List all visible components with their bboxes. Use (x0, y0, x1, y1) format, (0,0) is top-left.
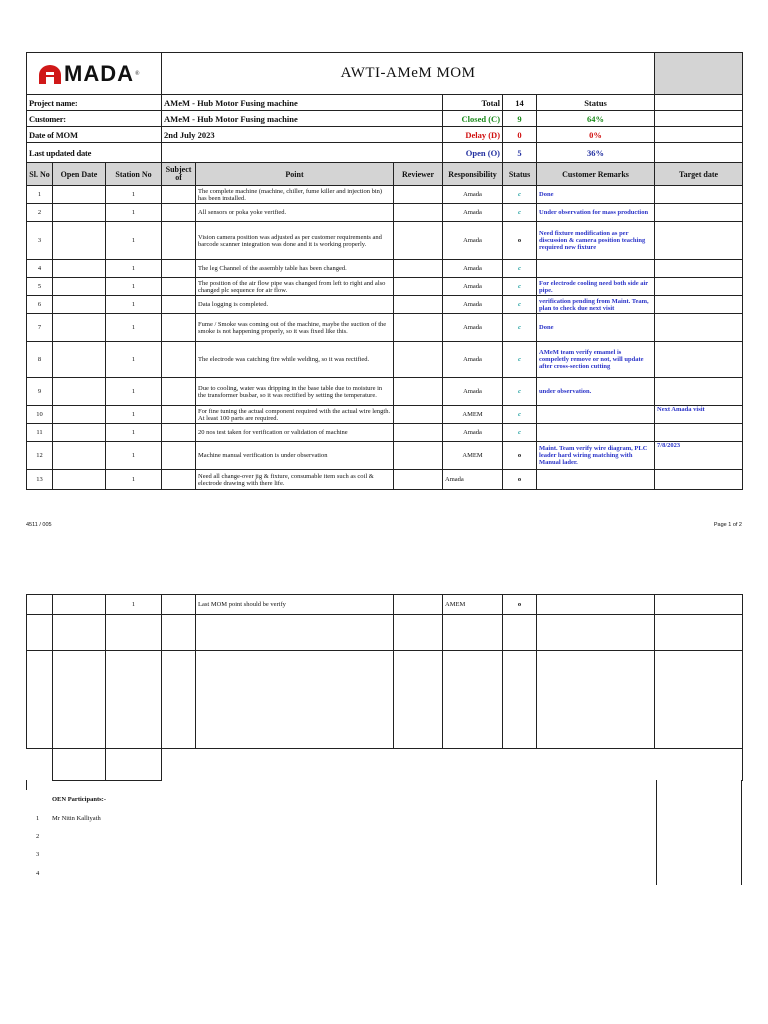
updated-label: Last updated date (27, 143, 162, 163)
closed-value: 9 (503, 111, 537, 127)
cell-station-no: 1 (106, 296, 162, 314)
cell-responsibility: Amada (443, 296, 503, 314)
cell-point: Fume / Smoke was coming out of the machine, maybe the suction of the smoke is not happening properly, so it was fixed like this. (196, 314, 394, 342)
cell-station-no: 1 (106, 186, 162, 204)
cell-reviewer (394, 186, 443, 204)
cell-subject (162, 278, 196, 296)
cell-customer-remarks: Done (537, 186, 655, 204)
cell-station-no: 1 (106, 442, 162, 470)
cell-responsibility: Amada (443, 186, 503, 204)
cell-customer-remarks: AMeM team verify emamel is compeletly remove or not, will update after cross-section cutting (537, 342, 655, 378)
table-row (27, 406, 743, 424)
cell-station-no: 1 (106, 314, 162, 342)
cell-point: 20 nos test taken for verification or validation of machine (196, 424, 394, 442)
cell-responsibility: AMEM (443, 595, 503, 615)
date-value: 2nd July 2023 (162, 127, 443, 143)
updated-value (162, 143, 443, 163)
cell-point: For fine tuning the actual component required with the actual wire length. At least 100 parts are required. (196, 406, 394, 424)
status-header: Status (537, 95, 655, 111)
cell-open-date (53, 296, 106, 314)
cell-target-date (655, 260, 743, 278)
date-label: Date of MOM (27, 127, 162, 143)
participant-item: 3 (36, 851, 40, 858)
open-percent: 36% (537, 143, 655, 163)
open-label: Open (O) (443, 143, 503, 163)
cell-responsibility: Amada (443, 424, 503, 442)
mom-sheet (26, 52, 742, 490)
participant-item: 4 (36, 870, 40, 877)
table-row (27, 749, 743, 781)
cell-sl-no: 11 (27, 424, 53, 442)
cell-status: o (503, 442, 537, 470)
cell-subject (162, 314, 196, 342)
cell-reviewer (394, 314, 443, 342)
cell-open-date (53, 186, 106, 204)
cell-reviewer (394, 342, 443, 378)
cell-customer-remarks: Under observation for mass production (537, 204, 655, 222)
cell (162, 595, 196, 615)
cell-point: Machine manual verification is under observation (196, 442, 394, 470)
amada-logo (29, 53, 159, 94)
cell-sl-no: 5 (27, 278, 53, 296)
cell-subject (162, 296, 196, 314)
col-open-date: Open Date (53, 163, 106, 186)
cell-status: c (503, 260, 537, 278)
table-row (27, 342, 743, 378)
cell (394, 595, 443, 615)
cell-target-date (655, 186, 743, 204)
cell-subject (162, 204, 196, 222)
column-header-row (27, 163, 743, 186)
cell-open-date (53, 406, 106, 424)
cell-open-date (53, 278, 106, 296)
cell-reviewer (394, 204, 443, 222)
customer-value: AMeM - Hub Motor Fusing machine (162, 111, 443, 127)
table-row (27, 278, 743, 296)
col-reviewer: Reviewer (394, 163, 443, 186)
cell-station-no: 1 (106, 470, 162, 490)
table-row (27, 424, 743, 442)
cell-point: All sensors or poka yoke verified. (196, 204, 394, 222)
cell-customer-remarks (537, 470, 655, 490)
cell-sl-no: 3 (27, 222, 53, 260)
title-filler-cell (655, 53, 743, 95)
cell-customer-remarks: Maint. Team verify wire diagram, PLC leader hard wiring matching with Manual lader. (537, 442, 655, 470)
cell-sl-no: 12 (27, 442, 53, 470)
cell-subject (162, 222, 196, 260)
cell-open-date (53, 204, 106, 222)
cell-point: Data logging is completed. (196, 296, 394, 314)
info-empty-cell (655, 127, 743, 143)
cell-status: c (503, 278, 537, 296)
cell-responsibility: Amada (443, 314, 503, 342)
cell (537, 595, 655, 615)
cell-sl-no: 10 (27, 406, 53, 424)
cell-customer-remarks: Need fixture modification as per discussion & camera position teaching required new fixture (537, 222, 655, 260)
cell-sl-no: 9 (27, 378, 53, 406)
open-value: 5 (503, 143, 537, 163)
cell-open-date (53, 378, 106, 406)
cell-subject (162, 186, 196, 204)
cell-customer-remarks: For electrode cooling need both side air pipe. (537, 278, 655, 296)
mom-table-page2 (26, 594, 743, 781)
table-row (27, 615, 743, 651)
cell-status: c (503, 204, 537, 222)
cell-subject (162, 424, 196, 442)
cell-status: o (503, 222, 537, 260)
cell-responsibility: Amada (443, 204, 503, 222)
cell-open-date (53, 260, 106, 278)
col-subject: Subject of (162, 163, 196, 186)
cell-open-date (53, 314, 106, 342)
cell-target-date: 7/8/2023 (655, 442, 743, 470)
cell-open-date (53, 424, 106, 442)
cell-reviewer (394, 442, 443, 470)
cell-responsibility: AMEM (443, 442, 503, 470)
cell-status: c (503, 342, 537, 378)
cell-station-no: 1 (106, 406, 162, 424)
table-row (27, 260, 743, 278)
cell-reviewer (394, 424, 443, 442)
cell-status: o (503, 595, 537, 615)
cell-sl-no: 13 (27, 470, 53, 490)
document-title: AWTI-AMeM MOM (162, 53, 655, 95)
cell-point: The complete machine (machine, chiller, fume killer and injection bin) has been installed. (196, 186, 394, 204)
cell (655, 595, 743, 615)
col-responsibility: Responsibility (443, 163, 503, 186)
delay-value: 0 (503, 127, 537, 143)
cell-target-date (655, 222, 743, 260)
table-row (27, 470, 743, 490)
table-row (27, 204, 743, 222)
cell-customer-remarks: under observation. (537, 378, 655, 406)
logo-text: MADA (64, 60, 134, 86)
cell-reviewer (394, 296, 443, 314)
cell-target-date (655, 278, 743, 296)
cell-responsibility: Amada (443, 222, 503, 260)
cell-open-date (53, 470, 106, 490)
cell-sl-no: 6 (27, 296, 53, 314)
cell-station-no: 1 (106, 378, 162, 406)
cell-responsibility: Amada (443, 470, 503, 490)
cell-sl-no: 2 (27, 204, 53, 222)
cell-station-no: 1 (106, 260, 162, 278)
delay-label: Delay (D) (443, 127, 503, 143)
info-empty-cell (655, 143, 743, 163)
cell-station-no: 1 (106, 424, 162, 442)
cell-subject (162, 406, 196, 424)
cell-responsibility: AMEM (443, 406, 503, 424)
table-row (27, 314, 743, 342)
cell-reviewer (394, 260, 443, 278)
cell (27, 595, 53, 615)
total-value: 14 (503, 95, 537, 111)
closed-percent: 64% (537, 111, 655, 127)
cell-customer-remarks (537, 406, 655, 424)
table-row (27, 186, 743, 204)
col-station-no: Station No (106, 163, 162, 186)
cell-reviewer (394, 378, 443, 406)
col-point: Point (196, 163, 394, 186)
table-row (27, 595, 743, 615)
cell-open-date (53, 222, 106, 260)
cell-station-no: 1 (106, 342, 162, 378)
cell-point: Need all change-over jig & fixture, consumable item such as coil & electrode drawing with there life. (196, 470, 394, 490)
cell-status: c (503, 406, 537, 424)
cell-reviewer (394, 470, 443, 490)
customer-label: Customer: (27, 111, 162, 127)
logo-trademark: ® (135, 70, 140, 77)
cell-reviewer (394, 222, 443, 260)
mom-sheet-page2 (26, 594, 742, 781)
cell-open-date (53, 442, 106, 470)
doc-number: 4511 / 005 (26, 522, 52, 528)
cell-customer-remarks: Done (537, 314, 655, 342)
cell-station: 1 (106, 595, 162, 615)
cell-customer-remarks (537, 424, 655, 442)
cell-station-no: 1 (106, 204, 162, 222)
cell-customer-remarks (537, 260, 655, 278)
cell-target-date (655, 424, 743, 442)
table-row (27, 222, 743, 260)
cell-subject (162, 260, 196, 278)
cell-sl-no: 7 (27, 314, 53, 342)
cell-point: Vision camera position was adjusted as per customer requirements and barcode scanner integration was done and it is working properly. (196, 222, 394, 260)
delay-percent: 0% (537, 127, 655, 143)
amada-a-icon (37, 63, 63, 85)
cell-point: The leg Channel of the assembly table has been changed. (196, 260, 394, 278)
table-row (27, 378, 743, 406)
participants-section (26, 780, 742, 885)
cell-point: The position of the air flow pipe was changed from left to right and also changed plc sequence for air flow. (196, 278, 394, 296)
participant-item: 2 (36, 833, 40, 840)
cell-responsibility: Amada (443, 378, 503, 406)
logo-cell (27, 53, 162, 95)
cell-point: The electrode was catching fire while welding, so it was rectified. (196, 342, 394, 378)
cell-target-date: Next Amada visit (655, 406, 743, 424)
cell-status: c (503, 314, 537, 342)
cell-target-date (655, 204, 743, 222)
cell-status: c (503, 186, 537, 204)
cell-customer-remarks: verification pending from Maint. Team, plan to check due next visit (537, 296, 655, 314)
participants-title: OEN Participants:- (52, 796, 106, 803)
cell-sl-no: 4 (27, 260, 53, 278)
total-label: Total (443, 95, 503, 111)
cell-reviewer (394, 406, 443, 424)
cell-status: c (503, 378, 537, 406)
col-customer-remarks: Customer Remarks (537, 163, 655, 186)
table-row (27, 296, 743, 314)
cell-target-date (655, 296, 743, 314)
cell-point: Due to cooling, water was dripping in the base table due to moisture in the transformer busbar, so it was rectified by setting the temperature. (196, 378, 394, 406)
cell-sl-no: 1 (27, 186, 53, 204)
closed-label: Closed (C) (443, 111, 503, 127)
cell-responsibility: Amada (443, 278, 503, 296)
cell-open-date (53, 342, 106, 378)
cell-subject (162, 442, 196, 470)
cell-reviewer (394, 278, 443, 296)
project-label: Project name: (27, 95, 162, 111)
cell-subject (162, 342, 196, 378)
cell-subject (162, 470, 196, 490)
col-target-date: Target date (655, 163, 743, 186)
participant-item: 1 Mr Nitin Kalliyath (36, 815, 101, 822)
col-status: Status (503, 163, 537, 186)
cell-target-date (655, 470, 743, 490)
col-sl-no: Sl. No (27, 163, 53, 186)
cell-target-date (655, 314, 743, 342)
cell-target-date (655, 378, 743, 406)
cell-point: Last MOM point should be verify (196, 595, 394, 615)
mom-table (26, 52, 743, 490)
info-empty-cell (655, 95, 743, 111)
cell-status: o (503, 470, 537, 490)
info-empty-cell (655, 111, 743, 127)
cell-station-no: 1 (106, 278, 162, 296)
cell-subject (162, 378, 196, 406)
table-row (27, 442, 743, 470)
cell-status: c (503, 296, 537, 314)
project-value: AMeM - Hub Motor Fusing machine (162, 95, 443, 111)
page-number: Page 1 of 2 (713, 522, 742, 528)
cell-responsibility: Amada (443, 260, 503, 278)
cell-status: c (503, 424, 537, 442)
cell-station-no: 1 (106, 222, 162, 260)
cell-sl-no: 8 (27, 342, 53, 378)
cell (53, 595, 106, 615)
table-row (27, 651, 743, 749)
cell-target-date (655, 342, 743, 378)
cell-responsibility: Amada (443, 342, 503, 378)
